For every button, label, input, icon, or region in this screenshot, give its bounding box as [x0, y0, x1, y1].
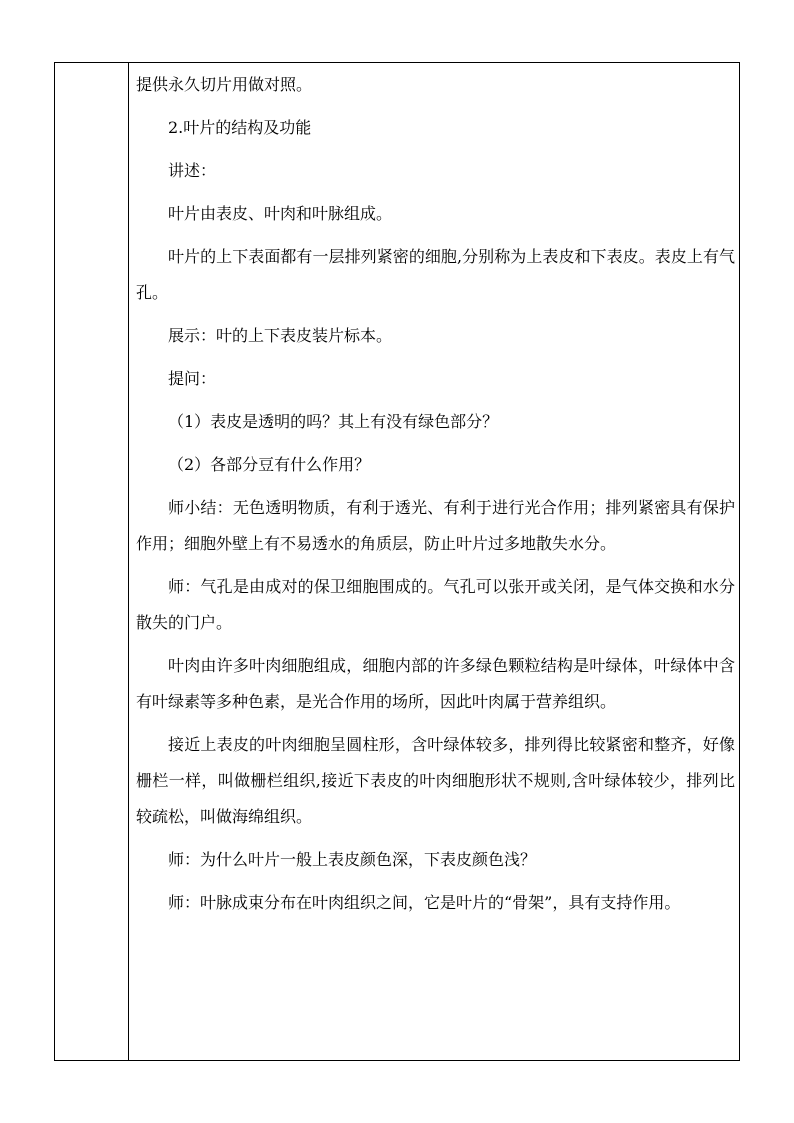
- question-2: （2）各部分豆有什么作用？: [168, 455, 371, 474]
- paragraph-14: 师：叶脉成束分布在叶肉组织之间，它是叶片的“骨架”，具有支持作用。: [168, 893, 681, 912]
- section-heading: 2.叶片的结构及功能: [168, 118, 312, 137]
- paragraph-13: 师：为什么叶片一般上表皮颜色深，下表皮颜色浅？: [168, 850, 537, 869]
- lesson-table: [54, 62, 740, 1061]
- paragraph-10: 师：气孔是由成对的保卫细胞围成的。气孔可以张开或关闭，是气体交换和水分散失的门户。: [136, 577, 735, 632]
- paragraph-11: 叶肉由许多叶肉细胞组成，细胞内部的许多绿色颗粒结构是叶绿体，叶绿体中含有叶绿素等多种色素，是光合作用的场所，因此叶肉属于营养组织。: [136, 656, 735, 711]
- content-cell: [136, 63, 735, 928]
- paragraph-9: 师小结：无色透明物质，有利于透光、有利于进行光合作用；排列紧密具有保护作用；细胞外壁上有不易透水的角质层，防止叶片过多地散失水分。: [136, 498, 735, 553]
- paragraph-6: 提问：: [168, 369, 217, 388]
- paragraph-2: 讲述：: [168, 161, 217, 180]
- paragraph-3: 叶片由表皮、叶肉和叶脉组成。: [168, 204, 393, 223]
- column-divider: [128, 63, 129, 1060]
- paragraph-4: 叶片的上下表面都有一层排列紧密的细胞,分别称为上表皮和下表皮。表皮上有气孔。: [136, 247, 735, 302]
- paragraph-5: 展示：叶的上下表皮装片标本。: [168, 326, 393, 345]
- question-1: （1）表皮是透明的吗？其上有没有绿色部分？: [168, 412, 499, 431]
- paragraph-12: 接近上表皮的叶肉细胞呈圆柱形，含叶绿体较多，排列得比较紧密和整齐，好像栅栏一样，叫做栅栏组织,接近下表皮的叶肉细胞形状不规则,含叶绿体较少，排列比较疏松，叫做海绵组织。: [136, 735, 735, 826]
- paragraph-0: 提供永久切片用做对照。: [136, 75, 313, 94]
